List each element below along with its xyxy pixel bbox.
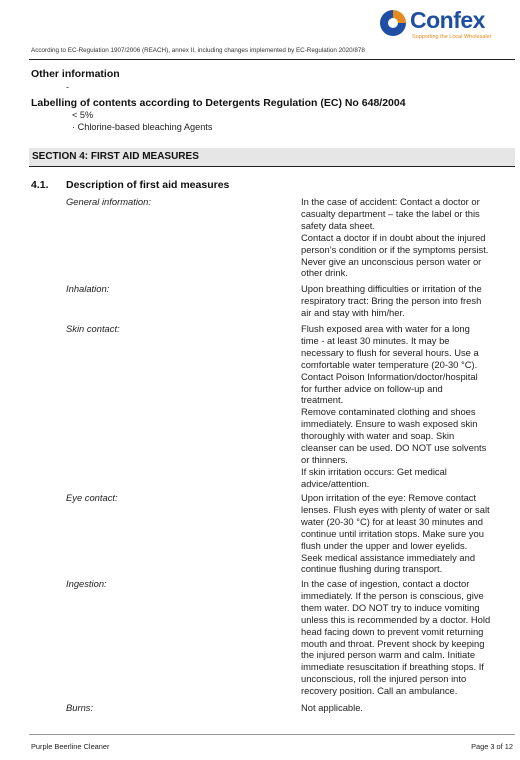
text-line: flush under the upper and lower eyelids. (301, 539, 468, 551)
text-line: immediately. Ensure to wash exposed skin (301, 418, 478, 430)
text-line: Upon irritation of the eye: Remove contact (301, 492, 477, 503)
text-line: person’s condition or if the symptoms persist. (301, 243, 489, 255)
text-line: advice/attention. (301, 477, 370, 489)
section-header (29, 148, 515, 167)
regulation-line: According to EC-Regulation 1907/2006 (REACH), annex II, including changes implemented by EC-Regulation 2020/878 (31, 47, 365, 54)
text-line: Flush exposed area with water for a long (301, 323, 470, 334)
text-line: immediate resuscitation if breathing stops. If (301, 661, 484, 673)
text-line: treatment. (301, 394, 344, 406)
row-label-skin-contact: Skin contact: (66, 323, 120, 334)
text-line: the injured person warm and calm. Initiate (301, 649, 476, 661)
row-text-ingestion (301, 578, 515, 697)
section-title: SECTION 4: FIRST AID MEASURES (32, 151, 199, 162)
text-line: immediately. If the person is conscious, give (301, 589, 484, 601)
row-label-eye-contact: Eye contact: (66, 492, 118, 503)
row-label-ingestion: Ingestion: (66, 578, 107, 589)
text-line: water (20-30 °C) for at least 30 minutes and (301, 515, 483, 527)
other-information-value: - (66, 82, 70, 92)
row-label-inhalation: Inhalation: (66, 283, 110, 294)
other-information-heading: Other information (31, 68, 120, 80)
text-line: Seek medical assistance immediately and (301, 551, 476, 563)
text-line: unless this is recommended by a doctor. Hold (301, 613, 491, 625)
text-line: In the case of accident: Contact a doctor or (301, 196, 480, 207)
row-label-burns: Burns: (66, 702, 94, 713)
row-text-general-information (301, 196, 515, 279)
text-line: In the case of ingestion, contact a doctor (301, 578, 470, 589)
brand-tagline: Supporting the Local Wholesaler (412, 34, 492, 40)
text-line: time - at least 30 minutes. It may be (301, 334, 450, 346)
text-line: cleanser can be used. DO NOT use solvents (301, 442, 487, 454)
text-line: thoroughly with water and soap. Skin (301, 430, 455, 442)
labelling-heading: Labelling of contents according to Detergents Regulation (EC) No 648/2004 (31, 97, 406, 109)
footer-divider (29, 734, 515, 735)
text-line: mouth and throat. Prevent shock by keeping (301, 637, 485, 649)
row-text-eye-contact (301, 492, 515, 575)
text-line: Remove contaminated clothing and shoes (301, 406, 476, 418)
row-text-burns (301, 702, 515, 714)
text-line: Upon breathing difficulties or irritation of the (301, 283, 482, 294)
labelling-agent: · Chlorine-based bleaching Agents (72, 122, 213, 132)
text-line: Contact Poison Information/doctor/hospital (301, 370, 478, 382)
text-line: other drink. (301, 267, 348, 279)
text-line: safety data sheet. (301, 219, 376, 231)
text-line: respiratory tract: Bring the person into fresh (301, 294, 482, 306)
text-line: continue flushing during transport. (301, 563, 443, 575)
text-line: recovery position. Call an ambulance. (301, 685, 458, 697)
row-text-skin-contact (301, 323, 515, 490)
brand-logo (378, 6, 498, 44)
text-line: or thinners. (301, 453, 348, 465)
text-line: air and stay with him/her. (301, 306, 405, 318)
row-label-general-information: General information: (66, 196, 151, 207)
text-line: If skin irritation occurs: Get medical (301, 465, 447, 477)
text-line: for further advice on follow-up and (301, 382, 443, 394)
confex-logo-icon (378, 8, 408, 38)
labelling-amount: < 5% (72, 110, 94, 120)
brand-name: Confex (410, 7, 485, 33)
text-line: lenses. Flush eyes with plenty of water or salt (301, 503, 490, 515)
text-line: head facing down to prevent vomit returning (301, 625, 484, 637)
text-line: casualty department – take the label or this (301, 207, 480, 219)
text-line: Contact a doctor if in doubt about the injured (301, 231, 486, 243)
text-line: continue until irritation stops. Make sure you (301, 527, 484, 539)
text-line: them water. DO NOT try to induce vomiting (301, 601, 480, 613)
text-line: Not applicable. (301, 702, 364, 713)
text-line: comfortable water temperature (20-30 °C). (301, 358, 478, 370)
text-line: Never give an unconscious person water or (301, 255, 482, 267)
text-line: unconscious, roll the injured person into (301, 673, 467, 685)
row-text-inhalation (301, 283, 515, 319)
footer-product-name: Purple Beerline Cleaner (31, 742, 110, 751)
subsection-title: Description of first aid measures (66, 179, 230, 191)
subsection-number: 4.1. (31, 179, 49, 191)
footer-page-number: Page 3 of 12 (471, 742, 513, 751)
text-line: necessary to flush for several hours. Use a (301, 346, 479, 358)
header-divider (29, 59, 515, 60)
